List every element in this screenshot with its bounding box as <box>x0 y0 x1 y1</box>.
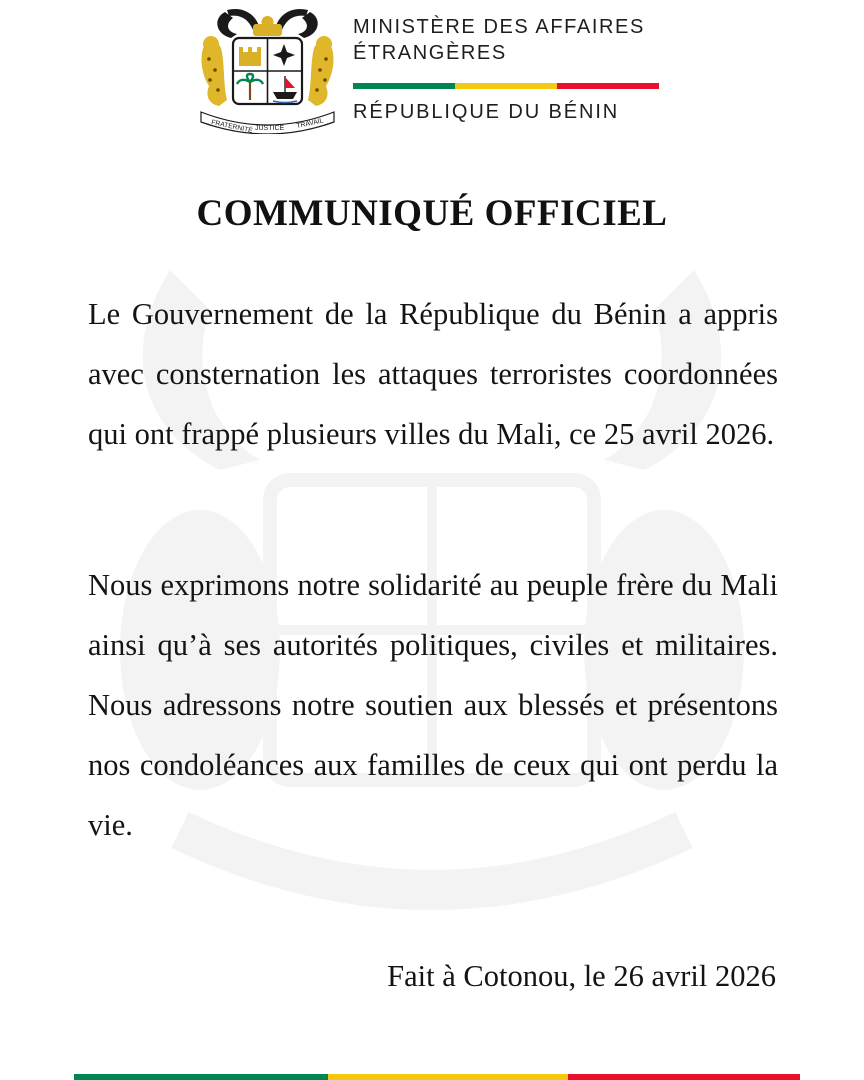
ministry-line-1: MINISTÈRE DES AFFAIRES <box>353 16 645 38</box>
page-title: COMMUNIQUÉ OFFICIEL <box>196 193 668 234</box>
flag-yellow-stripe <box>455 83 557 89</box>
flag-color-bar <box>353 83 659 89</box>
motto-word-2: JUSTICE <box>255 125 285 132</box>
footer-yellow-stripe <box>328 1074 568 1080</box>
footer-green-stripe <box>74 1074 328 1080</box>
footer-red-stripe <box>568 1074 800 1080</box>
flag-green-stripe <box>353 83 455 89</box>
letterhead <box>195 4 665 134</box>
coat-of-arms-emblem <box>195 4 340 134</box>
paragraph-2: Nous exprimons notre solidarité au peuple frère du Mali ainsi qu’à ses autorités politiques, civiles et militaires. Nous adressons notre soutien aux blessés et présentons nos condoléances aux familles de ceux qui ont perdu la vie. <box>88 568 778 842</box>
republic-name: RÉPUBLIQUE DU BÉNIN <box>353 101 620 123</box>
signoff-place-date: Fait à Cotonou, le 26 avril 2026 <box>387 959 776 993</box>
paragraph-1: Le Gouvernement de la République du Bénin a appris avec consternation les attaques terroristes coordonnées qui ont frappé plusieurs villes du Mali, ce 25 avril 2026. <box>88 297 778 451</box>
flag-red-stripe <box>557 83 659 89</box>
motto-word-1: FRATERNITÉ <box>210 119 254 134</box>
footer-flag-bar <box>74 1074 800 1080</box>
ministry-name <box>353 14 663 66</box>
motto-word-3: TRAVAIL <box>295 117 325 130</box>
ministry-line-2: ÉTRANGÈRES <box>353 42 507 64</box>
